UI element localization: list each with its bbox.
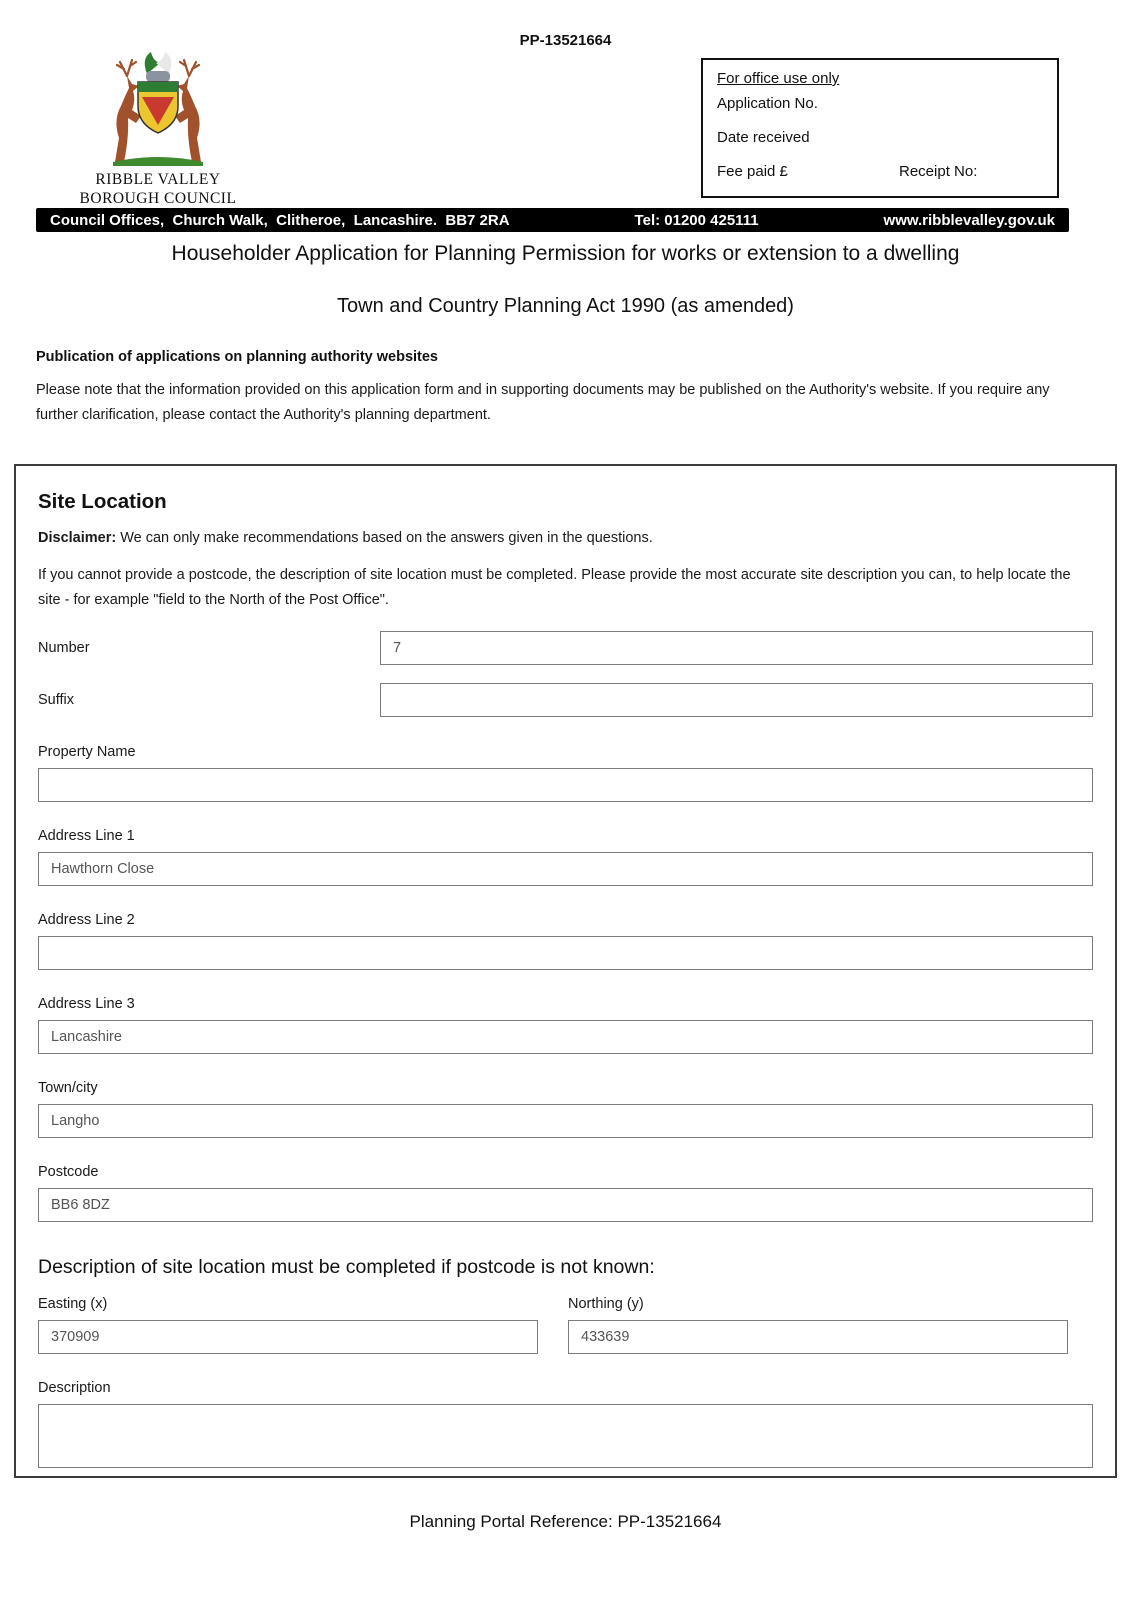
council-telephone: Tel: 01200 425111 [634,211,759,229]
receipt-no-label: Receipt No: [899,163,978,180]
planning-portal-reference-footer: Planning Portal Reference: PP-13521664 [409,1512,722,1531]
description-input[interactable] [38,1404,1093,1468]
town-city-label: Town/city [38,1079,98,1096]
number-input[interactable] [380,631,1093,665]
address-line-3-label: Address Line 3 [38,995,135,1012]
site-description-heading: Description of site location must be completed if postcode is not known: [38,1255,655,1278]
council-address: Council Offices, Church Walk, Clitheroe, Lancashire. BB7 2RA [50,211,510,229]
office-use-title: For office use only [717,70,840,87]
form-title: Householder Application for Planning Permission for works or extension to a dwelling [171,242,960,265]
description-label: Description [38,1379,111,1396]
council-website[interactable]: www.ribblevalley.gov.uk [883,211,1055,229]
address-line-1-input[interactable] [38,852,1093,886]
easting-field [38,1296,538,1354]
site-location-heading: Site Location [38,489,167,513]
address-line-2-input[interactable] [38,936,1093,970]
property-name-field [38,744,1093,802]
address-line-2-label: Address Line 2 [38,911,135,928]
disclaimer-text: We can only make recommendations based on the answers given in the questions. [116,529,653,546]
town-city-field [38,1080,1093,1138]
fee-paid-label: Fee paid £ [717,163,788,180]
page-header [0,0,1131,232]
suffix-input[interactable] [380,683,1093,717]
act-title: Town and Country Planning Act 1990 (as amended) [337,295,794,317]
easting-input[interactable] [38,1320,538,1354]
northing-input[interactable] [568,1320,1068,1354]
postcode-label: Postcode [38,1163,99,1180]
northing-field [568,1296,1068,1354]
address-line-1-field [38,828,1093,886]
address-line-3-field [38,996,1093,1054]
town-city-input[interactable] [38,1104,1093,1138]
property-name-input[interactable] [38,768,1093,802]
property-name-label: Property Name [38,743,136,760]
number-field-row [38,631,1093,665]
disclaimer-label: Disclaimer: [38,529,117,546]
address-line-2-field [38,912,1093,970]
council-crest-icon [58,50,258,168]
postcode-input[interactable] [38,1188,1093,1222]
date-received-label: Date received [717,129,810,146]
publication-heading: Publication of applications on planning authority websites [36,349,438,365]
site-location-section [14,464,1117,1478]
postcode-field [38,1164,1093,1222]
council-name-line2: BOROUGH COUNCIL [79,190,237,208]
coordinates-row [38,1296,1093,1354]
suffix-field-row [38,683,1093,717]
address-line-1-label: Address Line 1 [38,827,135,844]
northing-label: Northing (y) [568,1295,644,1312]
publication-body: Please note that the information provided on this application form and in supporting documents may be published on the Authority's website. If you require any further clarification, please contact the Authority's planning department. [36,382,1050,423]
address-line-3-input[interactable] [38,1020,1093,1054]
application-no-label: Application No. [717,95,818,112]
number-label: Number [38,639,90,656]
suffix-label: Suffix [38,691,75,708]
easting-label: Easting (x) [38,1295,108,1312]
description-field [38,1380,1093,1468]
office-use-box [701,58,1059,198]
disclaimer-line [38,530,1093,546]
council-name-line1: RIBBLE VALLEY [95,171,221,188]
site-location-intro: If you cannot provide a postcode, the description of site location must be completed. Please provide the most accurate site description you can, to help locate the site - for example "field to the North of the Post Office". [38,566,1071,609]
planning-portal-reference-top: PP-13521664 [519,32,612,49]
council-address-bar [36,208,1069,232]
council-logo-block [58,50,258,209]
